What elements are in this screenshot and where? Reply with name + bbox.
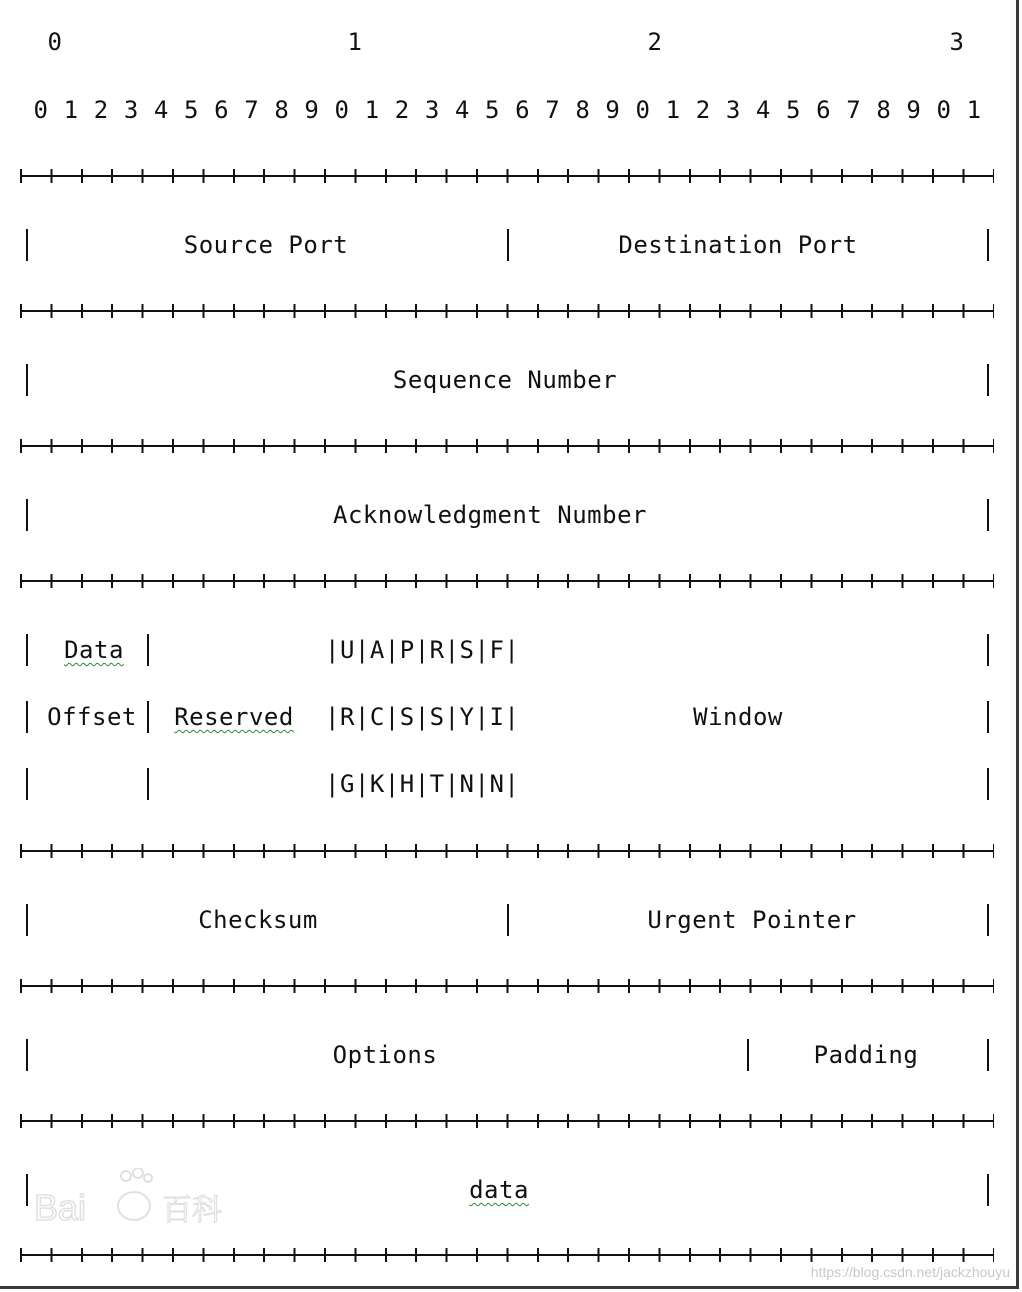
field-border — [507, 904, 509, 936]
checksum-label: Checksum — [198, 906, 318, 934]
bit-digit-label: 7 — [244, 96, 260, 124]
bit-digit-label: 6 — [515, 96, 531, 124]
row-separator — [20, 574, 994, 588]
bit-digit-label: 4 — [153, 96, 169, 124]
baidu-watermark-logo — [34, 1168, 234, 1234]
bit-digit-label: 0 — [33, 96, 49, 124]
flags-row-2: |R|C|S|S|Y|I| — [325, 703, 520, 731]
field-border — [147, 634, 149, 666]
padding-label: Padding — [813, 1041, 919, 1069]
data-label: data — [469, 1176, 529, 1204]
bit-digit-label: 0 — [635, 96, 651, 124]
bit-digit-label: 0 — [936, 96, 952, 124]
sequence-number-label: Sequence Number — [392, 366, 618, 394]
field-border — [987, 634, 989, 666]
destination-port-label: Destination Port — [618, 231, 858, 259]
bit-digit-label: 1 — [364, 96, 380, 124]
field-border — [147, 768, 149, 800]
flags-row-1: |U|A|P|R|S|F| — [325, 636, 520, 664]
field-border — [987, 1039, 989, 1071]
data-offset-label-line1: Data — [64, 636, 124, 664]
acknowledgment-number-label: Acknowledgment Number — [333, 501, 647, 529]
bit-digit-label: 2 — [394, 96, 410, 124]
row-separator — [20, 1114, 994, 1128]
bit-digit-label: 1 — [63, 96, 79, 124]
options-label: Options — [332, 1041, 438, 1069]
bit-digit-label: 4 — [454, 96, 470, 124]
field-border — [747, 1039, 749, 1071]
field-border — [147, 701, 149, 733]
reserved-label: Reserved — [174, 703, 294, 731]
row-separator — [20, 439, 994, 453]
bit-digit-label: 1 — [665, 96, 681, 124]
bit-digit-label: 5 — [184, 96, 199, 124]
field-border — [987, 499, 989, 531]
field-border — [507, 229, 509, 261]
row-separator — [20, 844, 994, 858]
field-border — [987, 768, 989, 800]
bit-digit-label: 3 — [725, 96, 741, 124]
bit-decade-label: 1 — [347, 28, 363, 56]
row-separator — [20, 979, 994, 993]
bit-digit-label: 6 — [214, 96, 230, 124]
bit-digit-label: 8 — [274, 96, 290, 124]
bit-decade-label: 0 — [47, 28, 63, 56]
field-border — [987, 364, 989, 396]
bit-decade-label: 2 — [647, 28, 663, 56]
field-border — [987, 1174, 989, 1206]
data-offset-label-line2: Offset — [47, 703, 137, 731]
bit-digit-label: 7 — [545, 96, 561, 124]
bit-digit-label: 6 — [816, 96, 832, 124]
bit-digit-label: 1 — [966, 96, 982, 124]
row-separator — [20, 304, 994, 318]
bit-digit-label: 9 — [304, 96, 320, 124]
field-border — [987, 904, 989, 936]
field-border — [26, 364, 28, 396]
field-border — [26, 1039, 28, 1071]
field-border — [26, 499, 28, 531]
field-border — [26, 634, 28, 666]
bit-digit-label: 2 — [93, 96, 109, 124]
row-separator — [20, 1248, 994, 1262]
csdn-watermark-url: https://blog.csdn.net/jackzhouyu — [810, 1264, 1010, 1280]
bit-digit-label: 7 — [846, 96, 862, 124]
bit-digit-label: 5 — [786, 96, 801, 124]
flags-row-3: |G|K|H|T|N|N| — [325, 770, 520, 798]
field-border — [26, 904, 28, 936]
bit-digit-label: 9 — [906, 96, 922, 124]
bit-digit-label: 3 — [424, 96, 440, 124]
bit-digit-label: 5 — [485, 96, 500, 124]
svg-text:百科: 百科 — [162, 1193, 222, 1228]
svg-text:Bai: Bai — [34, 1187, 87, 1228]
field-border — [26, 701, 28, 733]
bit-digit-label: 4 — [755, 96, 771, 124]
bit-digit-label: 3 — [123, 96, 139, 124]
row-separator — [20, 169, 994, 183]
field-border — [26, 229, 28, 261]
bit-digit-label: 2 — [695, 96, 711, 124]
bit-digit-label: 0 — [334, 96, 350, 124]
bit-digit-label: 8 — [876, 96, 892, 124]
bit-digit-label: 8 — [575, 96, 591, 124]
field-border — [26, 768, 28, 800]
field-border — [987, 229, 989, 261]
field-border — [26, 1174, 28, 1206]
bit-digit-label: 9 — [605, 96, 621, 124]
window-label: Window — [693, 703, 783, 731]
source-port-label: Source Port — [183, 231, 349, 259]
bit-decade-label: 3 — [949, 28, 965, 56]
urgent-pointer-label: Urgent Pointer — [647, 906, 857, 934]
field-border — [987, 701, 989, 733]
